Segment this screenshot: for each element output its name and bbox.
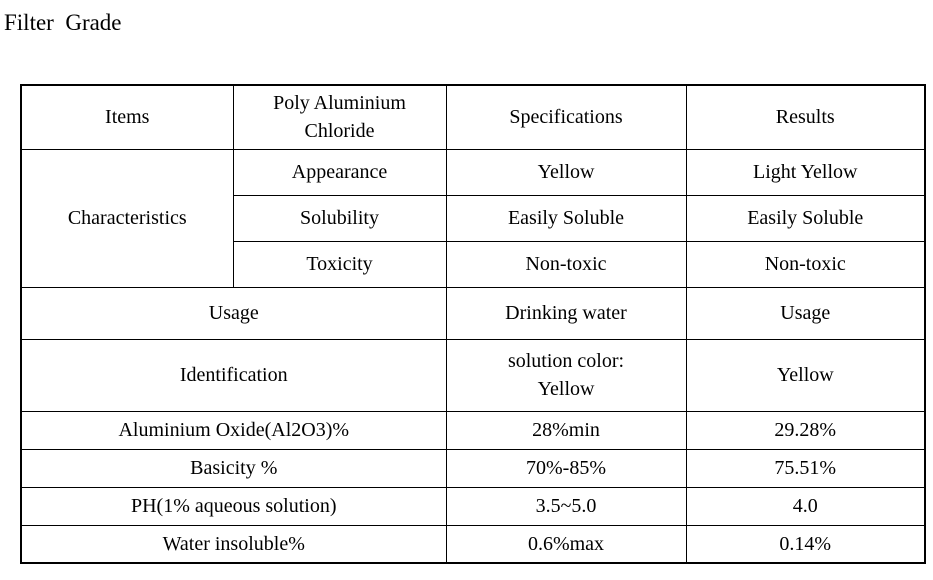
header-product: [233, 85, 446, 149]
specification-cell: Drinking water: [446, 287, 686, 339]
item-cell: PH(1% aqueous solution): [21, 487, 446, 525]
property-cell: Toxicity: [233, 241, 446, 287]
result-cell: 29.28%: [686, 411, 925, 449]
property-cell: Appearance: [233, 149, 446, 195]
specification-table: [20, 84, 926, 564]
table-row: [21, 411, 925, 449]
table-row: [21, 339, 925, 411]
result-cell: Easily Soluble: [686, 195, 925, 241]
table-row: [21, 525, 925, 563]
table-row: [21, 149, 925, 195]
table-row: [21, 287, 925, 339]
table-row: [21, 449, 925, 487]
result-cell: 0.14%: [686, 525, 925, 563]
specification-text: solution color: Yellow: [507, 350, 625, 400]
header-results: Results: [686, 85, 925, 149]
item-cell: Water insoluble%: [21, 525, 446, 563]
result-cell: Light Yellow: [686, 149, 925, 195]
specification-cell: 70%-85%: [446, 449, 686, 487]
item-cell: Aluminium Oxide(Al2O3)%: [21, 411, 446, 449]
table-header-row: [21, 85, 925, 149]
specification-cell: Yellow: [446, 149, 686, 195]
page-title: Filter Grade: [4, 10, 122, 35]
specification-cell: [446, 339, 686, 411]
header-specifications: Specifications: [446, 85, 686, 149]
item-cell: Identification: [21, 339, 446, 411]
result-cell: 4.0: [686, 487, 925, 525]
header-items: Items: [21, 85, 233, 149]
characteristics-label: Characteristics: [21, 149, 233, 287]
header-product-label: Poly Aluminium Chloride: [273, 92, 406, 143]
specification-cell: Easily Soluble: [446, 195, 686, 241]
result-cell: 75.51%: [686, 449, 925, 487]
item-cell: Usage: [21, 287, 446, 339]
specification-cell: 0.6%max: [446, 525, 686, 563]
item-cell: Basicity %: [21, 449, 446, 487]
result-cell: Yellow: [686, 339, 925, 411]
result-cell: Usage: [686, 287, 925, 339]
specification-cell: Non-toxic: [446, 241, 686, 287]
result-cell: Non-toxic: [686, 241, 925, 287]
specification-cell: 3.5~5.0: [446, 487, 686, 525]
table-row: [21, 487, 925, 525]
property-cell: Solubility: [233, 195, 446, 241]
specification-cell: 28%min: [446, 411, 686, 449]
